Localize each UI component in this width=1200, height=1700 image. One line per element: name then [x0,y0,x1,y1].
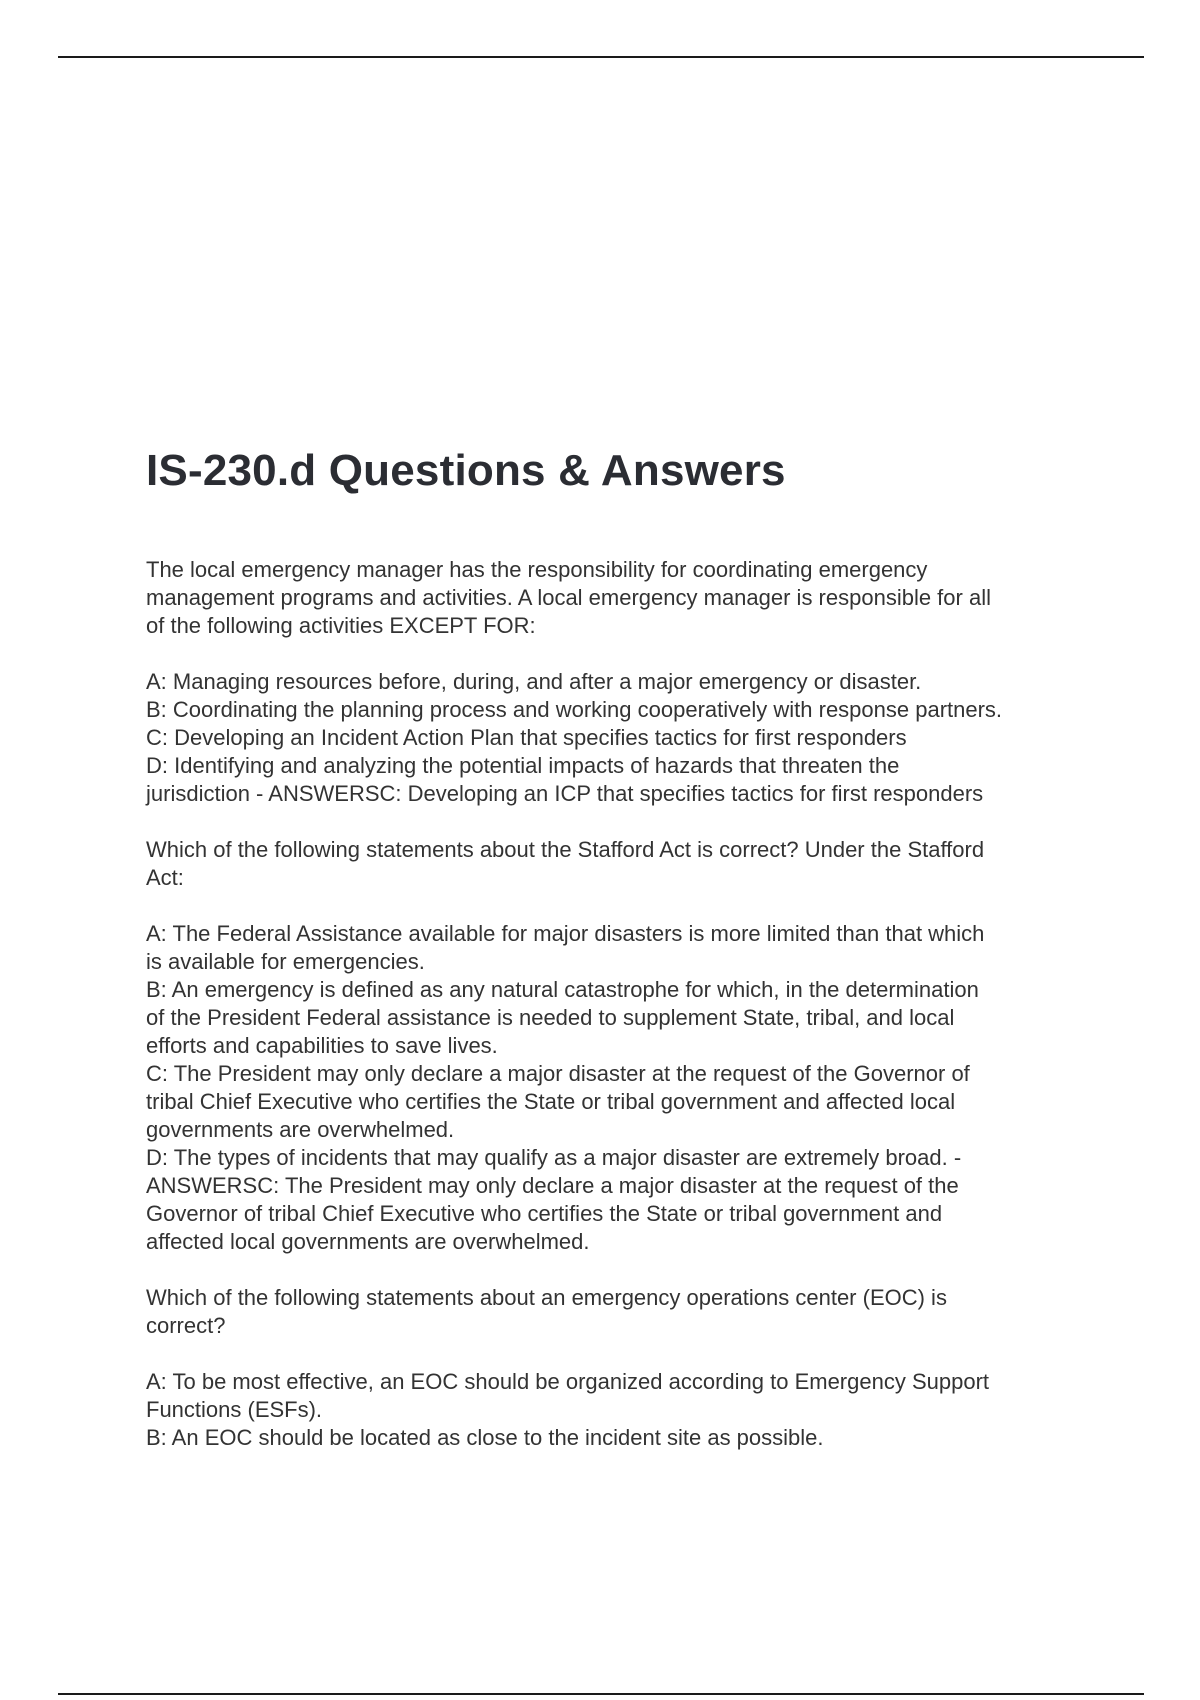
text-line: Which of the following statements about an emergency operations center (EOC) is [146,1285,947,1310]
options-1 [146,668,1096,808]
text-line: of the following activities EXCEPT FOR: [146,613,536,638]
text-line: is available for emergencies. [146,949,425,974]
text-line: jurisdiction - ANSWERSC: Developing an ICP that specifies tactics for first responders [146,781,984,806]
question-1 [146,556,1096,640]
text-line: Which of the following statements about the Stafford Act is correct? Under the Stafford [146,837,985,862]
page-title: IS-230.d Questions & Answers [146,446,786,495]
text-line: efforts and capabilities to save lives. [146,1033,498,1058]
text-line: The local emergency manager has the responsibility for coordinating emergency [146,557,928,582]
text-line: affected local governments are overwhelmed. [146,1229,590,1254]
text-line: tribal Chief Executive who certifies the State or tribal government and affected local [146,1089,956,1114]
text-line: A: To be most effective, an EOC should be organized according to Emergency Support [146,1369,990,1394]
text-line: correct? [146,1313,226,1338]
text-line: of the President Federal assistance is needed to supplement State, tribal, and local [146,1005,955,1030]
text-line: A: Managing resources before, during, and after a major emergency or disaster. [146,669,922,694]
question-3 [146,1284,1096,1340]
options-3 [146,1368,1096,1452]
text-line: C: The President may only declare a major disaster at the request of the Governor of [146,1061,970,1086]
text-line: D: The types of incidents that may qualify as a major disaster are extremely broad. - [146,1145,962,1170]
text-line: ANSWERSC: The President may only declare a major disaster at the request of the [146,1173,959,1198]
text-line: C: Developing an Incident Action Plan that specifies tactics for first responders [146,725,907,750]
text-line: B: Coordinating the planning process and working cooperatively with response partners. [146,697,1003,722]
text-line: B: An EOC should be located as close to the incident site as possible. [146,1425,824,1450]
text-line: D: Identifying and analyzing the potential impacts of hazards that threaten the [146,753,900,778]
text-line: Act: [146,865,184,890]
text-line: governments are overwhelmed. [146,1117,455,1142]
text-line: management programs and activities. A local emergency manager is responsible for all [146,585,991,610]
text-line: A: The Federal Assistance available for major disasters is more limited than that which [146,921,985,946]
bottom-rule [58,1693,1144,1695]
text-line: Governor of tribal Chief Executive who certifies the State or tribal government and [146,1201,943,1226]
top-rule [58,56,1144,58]
options-2 [146,920,1096,1256]
text-line: Functions (ESFs). [146,1397,323,1422]
text-line: B: An emergency is defined as any natural catastrophe for which, in the determination [146,977,979,1002]
document-body [146,556,1096,1480]
question-2 [146,836,1096,892]
